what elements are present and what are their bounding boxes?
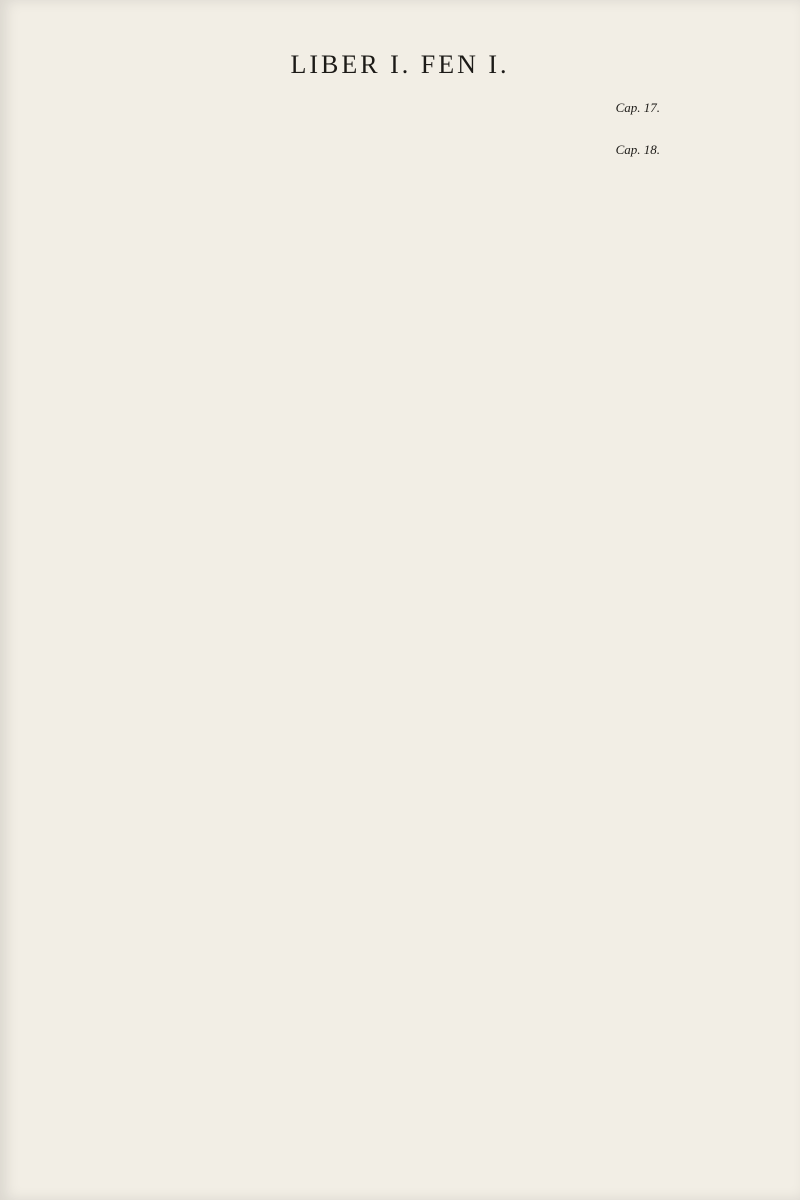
chapter-heading-18 [100,142,700,158]
chapter-title-17 [100,100,250,116]
chapter-number-18: Cap. 18. [615,142,660,157]
chapter-number-17: Cap. 17. [615,100,660,115]
paragraph-chapter-17 [100,122,700,138]
paragraph-opening [100,80,700,96]
running-head-title: LIBER I. FEN I. [290,50,510,79]
main-text-column [100,80,700,1130]
chapter-heading-17 [100,100,700,116]
chapter-title-18 [100,142,250,158]
running-head [0,50,800,80]
margin-notes-column [712,80,792,1130]
paragraph-chapter-18 [100,164,700,180]
